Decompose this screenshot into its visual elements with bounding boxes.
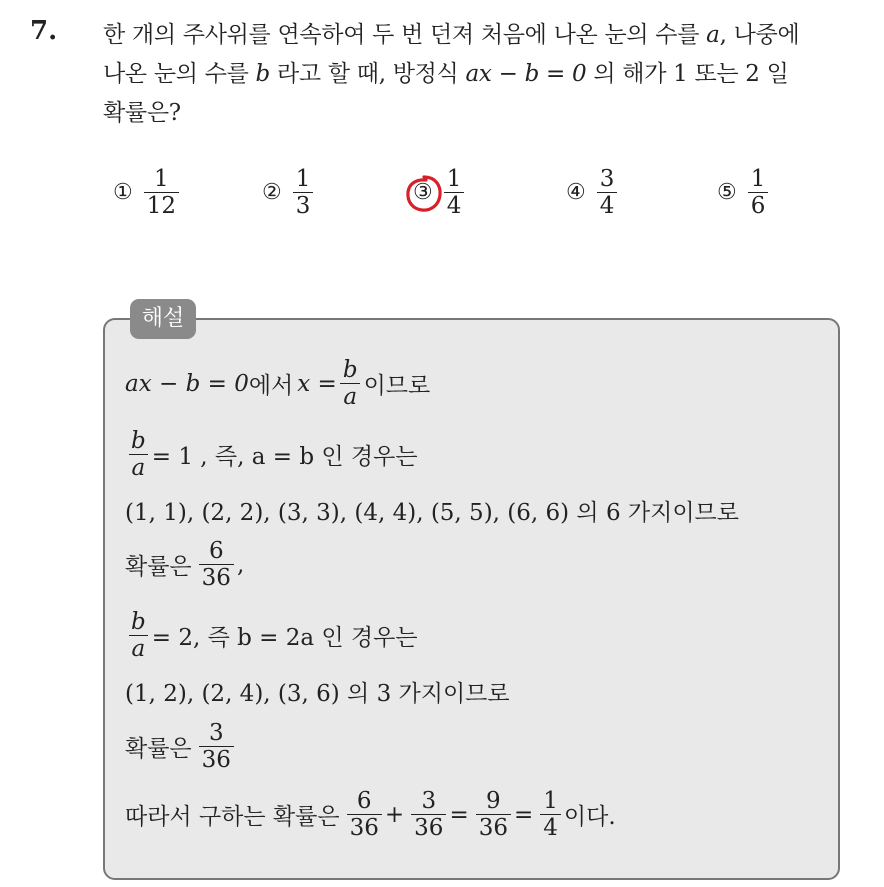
choice-marker: ② <box>262 180 282 205</box>
solution-line-4: 확률은 $\frac{6}{36}$ , <box>125 538 245 591</box>
variable-a: a <box>706 22 720 48</box>
choice-fraction: $\frac{1}{12}$ <box>144 166 179 219</box>
question-text: 나온 눈의 수를 <box>103 61 249 87</box>
solution-line-8: 따라서 구하는 확률은 $\frac{6}{36}$ + $\frac{3}{36}$ = $\frac{9}{36}$ = $\frac{1}{4}$ 이다. <box>125 788 616 841</box>
fraction: $\frac{6}{36}$ <box>347 788 382 841</box>
choice-marker: ① <box>113 180 133 205</box>
fraction: $\frac{b}{a}$ <box>128 609 149 662</box>
question-line-3: 확률은? <box>103 100 181 126</box>
question-text: 라고 할 때, 방정식 <box>277 61 459 87</box>
choice-fraction: $\frac{1}{3}$ <box>293 166 314 219</box>
choice-marker: ⑤ <box>717 180 737 205</box>
question-line-1 <box>103 16 799 49</box>
fraction: $\frac{6}{36}$ <box>199 538 234 591</box>
solution-tab: 해설 <box>130 299 196 339</box>
question-line-2 <box>103 55 789 88</box>
fraction: $\frac{1}{4}$ <box>540 788 561 841</box>
question-text: , 나중에 <box>719 22 800 48</box>
equation: ax − b = 0 <box>465 61 587 87</box>
solution-line-6: (1, 2), (2, 4), (3, 6) 의 3 가지이므로 <box>125 681 510 707</box>
solution-line-1: ax − b = 0 에서 x = $\frac{b}{a}$ 이므로 <box>125 357 431 410</box>
solution-line-2: $\frac{b}{a}$ = 1 , 즉, a = b 인 경우는 <box>125 428 422 481</box>
solution-line-5: $\frac{b}{a}$ = 2, 즉 b = 2a 인 경우는 <box>125 609 422 662</box>
choice-2[interactable] <box>262 166 316 219</box>
fraction: $\frac{b}{a}$ <box>128 428 149 481</box>
choice-marker: ③ <box>413 180 433 205</box>
fraction: $\frac{9}{36}$ <box>476 788 511 841</box>
choice-fraction: $\frac{1}{6}$ <box>748 166 769 219</box>
choice-marker: ④ <box>566 180 586 205</box>
choice-fraction: $\frac{3}{4}$ <box>597 166 618 219</box>
choice-3[interactable] <box>413 166 467 219</box>
question-text: 의 해가 1 또는 2 일 <box>593 61 789 87</box>
fraction: $\frac{b}{a}$ <box>340 357 361 410</box>
choice-1[interactable] <box>113 166 182 219</box>
question-number: 7. <box>30 16 58 46</box>
solution-line-7: 확률은 $\frac{3}{36}$ <box>125 720 237 773</box>
choice-5[interactable] <box>717 166 771 219</box>
choice-fraction: $\frac{1}{4}$ <box>444 166 465 219</box>
fraction: $\frac{3}{36}$ <box>411 788 446 841</box>
fraction: $\frac{3}{36}$ <box>199 720 234 773</box>
answer-circle-icon <box>404 174 444 214</box>
solution-line-3: (1, 1), (2, 2), (3, 3), (4, 4), (5, 5), (6, 6) 의 6 가지이므로 <box>125 500 739 526</box>
choice-4[interactable] <box>566 166 620 219</box>
question-text: 한 개의 주사위를 연속하여 두 번 던져 처음에 나온 눈의 수를 <box>103 22 700 48</box>
variable-b: b <box>255 61 270 87</box>
